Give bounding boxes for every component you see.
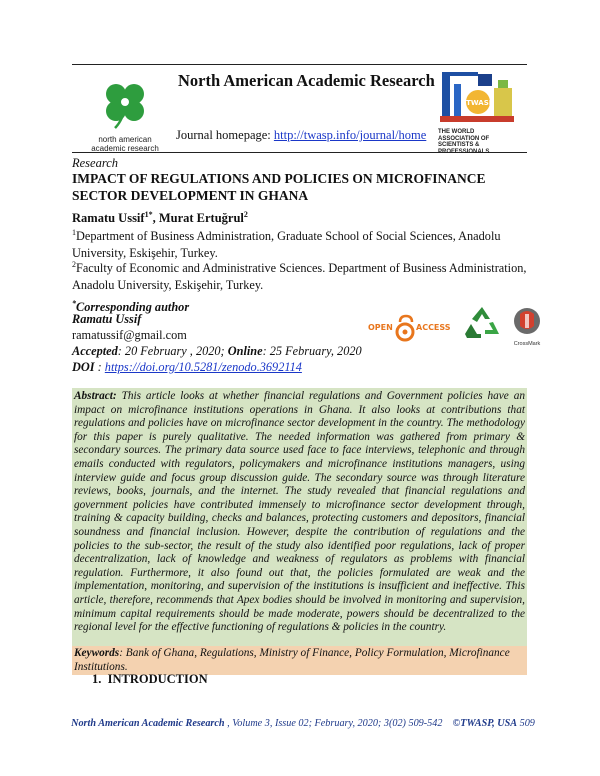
corresponding-email[interactable]: ramatussif@gmail.com bbox=[72, 328, 187, 342]
twasp-caption-line4: PROFESSIONALS bbox=[438, 148, 490, 155]
section-label: Research bbox=[72, 156, 119, 170]
affiliation-1-text: Department of Business Administration, Graduate School of Social Sciences, Anadolu University, Eskişehir, Turkey. bbox=[72, 229, 501, 261]
footer-page-number: 509 bbox=[517, 718, 535, 729]
logo-text-line1: north american bbox=[98, 135, 152, 144]
twasp-caption-line3: SCIENTISTS & bbox=[438, 142, 480, 148]
affiliation-2 bbox=[72, 256, 527, 294]
paper-title: IMPACT OF REGULATIONS AND POLICIES ON MICROFINANCE SECTOR DEVELOPMENT IN GHANA bbox=[72, 171, 486, 203]
twasp-caption-line2: ASSOCIATION OF bbox=[438, 135, 490, 142]
online-value: : 25 February, 2020 bbox=[262, 344, 362, 358]
abstract-box bbox=[72, 388, 527, 668]
open-access-word-2: ACCESS bbox=[416, 323, 451, 332]
open-access-icon bbox=[368, 314, 458, 344]
crossmark-badge[interactable] bbox=[510, 306, 544, 346]
twasp-badge-text: TWASP bbox=[466, 99, 494, 107]
logo-text-line2: academic research bbox=[91, 144, 159, 153]
footer-copyright: ©TWASP, USA bbox=[452, 718, 518, 729]
homepage-link[interactable]: http://twasp.info/journal/home bbox=[273, 128, 427, 142]
keywords-label: Keywords bbox=[74, 647, 120, 659]
keywords-box bbox=[72, 646, 527, 675]
homepage-label: Journal homepage: bbox=[176, 128, 274, 142]
corresponding-name: Ramatu Ussif bbox=[72, 312, 142, 326]
recycle-badge bbox=[463, 304, 501, 340]
affiliation-1-num: 1 bbox=[72, 228, 76, 237]
open-access-badge bbox=[368, 314, 458, 344]
doi-separator: : bbox=[94, 360, 105, 374]
author-separator: , bbox=[152, 211, 159, 226]
section-heading-text: INTRODUCTION bbox=[107, 672, 208, 686]
section-heading-introduction bbox=[92, 672, 208, 687]
section-heading-number: 1. bbox=[92, 672, 102, 686]
footer-details: , Volume 3, Issue 02; February, 2020; 3(02) 509-542 bbox=[224, 718, 443, 729]
open-access-word-1: OPEN bbox=[368, 323, 393, 332]
online-label: Online bbox=[227, 344, 263, 358]
header-top-rule bbox=[72, 64, 527, 65]
twasp-logo bbox=[438, 70, 518, 155]
author-1: Ramatu Ussif bbox=[72, 211, 145, 226]
corresponding-label-text: Corresponding author bbox=[76, 300, 190, 315]
recycle-icon bbox=[463, 304, 501, 340]
clover-icon bbox=[85, 80, 165, 130]
keywords-text: : Bank of Ghana, Regulations, Ministry of Finance, Policy Formulation, Microfinance Institutions. bbox=[74, 647, 510, 673]
twasp-caption-line1: THE WORLD bbox=[438, 129, 475, 135]
crossmark-icon bbox=[510, 306, 544, 336]
footer-journal: North American Academic Research bbox=[71, 718, 225, 729]
abstract-text: This article looks at whether financial regulations and Government policies have an impact on microfinance institutions operations in Ghana. It also looks at contributions that regulations and policies have on microfinance sector development in the country. The methodology for this paper is purely qualitative. The needed information was gathered from primary & secondary sources. The primary data source used face to face interviews, telephonic and through emails conducted with regulators, policymakers and microfinance institutions managers, using interview guide and focus group discussion guide. The secondary source was through literature reviews, books, journals, and the internet. The study revealed that financial regulations and government policies have contributed immensely to microfinance sector development through, training & capacity building, checks and balances, protecting customers and depositors, financial soundness and financial inclusion. However, despite the contribution of regulations and the policies to the sub-sector, the result of the study also identified poor regulations, lack of proper decentralization, lack of knowledge and weakness of regulators as problems with financial regulation. Furthermore, it also found out that, the policies formulated are weak and the implementation, monitoring, and supervision of the institutions is insufficient and ineffective. This article, therefore, recommends that Apex bodies should be involved in monitoring and supervision, minimum capital requirements should be made moderate, powers should be decentralized to the regional level for the effective functioning of regulations & policies in the country. bbox=[74, 390, 525, 634]
twasp-caption bbox=[438, 129, 518, 155]
author-1-sup: 1* bbox=[144, 210, 153, 219]
accepted-value: : 20 February , 2020; bbox=[117, 344, 228, 358]
corresponding-sup: * bbox=[72, 299, 76, 308]
affiliation-2-text: Faculty of Economic and Administrative Sciences. Department of Business Administration, Anadolu University, Eskişehir, Turkey. bbox=[72, 261, 527, 293]
journal-logo bbox=[85, 80, 165, 153]
doi-label: DOI bbox=[72, 360, 95, 374]
dates-line bbox=[72, 343, 362, 360]
abstract-label: Abstract: bbox=[74, 390, 117, 402]
journal-title: North American Academic Research bbox=[178, 71, 435, 90]
doi-link[interactable]: https://doi.org/10.5281/zenodo.3692114 bbox=[104, 360, 302, 374]
accepted-label: Accepted bbox=[72, 344, 118, 358]
author-2-sup: 2 bbox=[243, 210, 248, 219]
journal-homepage bbox=[176, 128, 426, 143]
page-footer bbox=[58, 718, 548, 729]
crossmark-label: CrossMark bbox=[513, 341, 541, 347]
doi-line bbox=[72, 359, 302, 376]
twasp-emblem-icon bbox=[438, 70, 518, 124]
affiliation-2-num: 2 bbox=[72, 260, 76, 269]
author-2: Murat Ertuğrul bbox=[158, 211, 244, 226]
